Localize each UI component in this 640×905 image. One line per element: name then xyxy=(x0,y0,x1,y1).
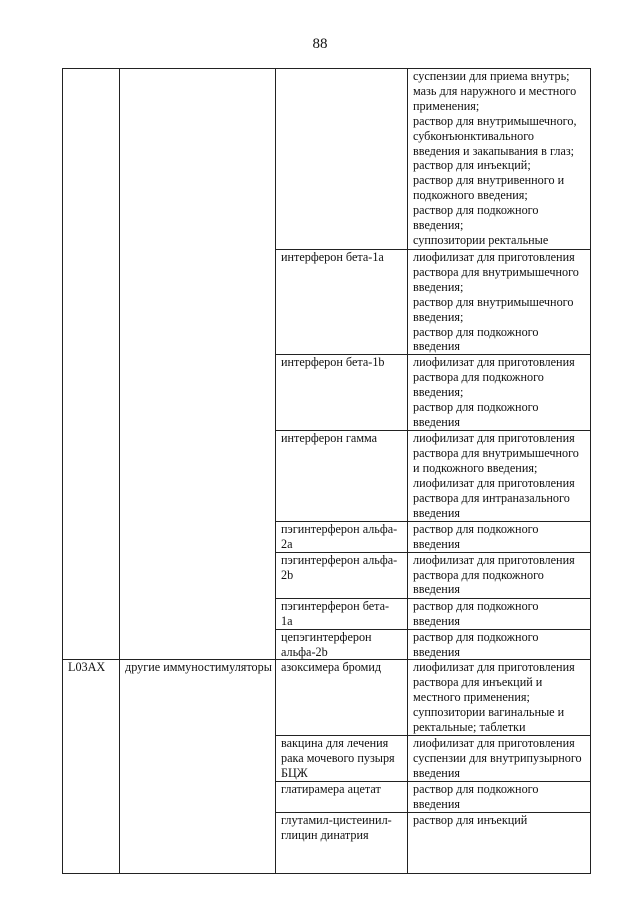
dosage-form-line: раствор для подкожного xyxy=(413,598,539,613)
drug-name-line: глатирамера ацетат xyxy=(281,782,381,797)
dosage-form-line: подкожного введения; xyxy=(413,188,528,203)
drug-name-cell xyxy=(276,69,408,250)
dosage-form-line: введения xyxy=(413,613,460,628)
drug-name-line: 1a xyxy=(281,613,293,628)
dosage-form-line: введения и закапывания в глаз; xyxy=(413,143,575,158)
drug-name-cell xyxy=(276,552,408,598)
drug-name-line: пэгинтерферон альфа- xyxy=(281,521,398,536)
drug-name-line: 2b xyxy=(281,567,294,582)
dosage-form-line: лиофилизат для приготовления xyxy=(413,660,575,675)
drug-name-line: азоксимера бромид xyxy=(281,660,382,675)
dosage-form-line: мазь для наружного и местного xyxy=(413,83,577,98)
dosage-form-line: введения xyxy=(413,339,460,354)
dosage-form-line: раствора для подкожного xyxy=(413,567,544,582)
dosage-forms-cell xyxy=(408,736,591,782)
dosage-form-line: раствор для подкожного xyxy=(413,324,539,339)
dosage-form-line: введения xyxy=(413,582,460,597)
dosage-form-line: введения; xyxy=(413,385,464,400)
dosage-forms-cell xyxy=(408,431,591,521)
dosage-form-line: введения xyxy=(413,505,460,520)
dosage-form-line: применения; xyxy=(413,98,480,113)
drug-table xyxy=(62,68,591,874)
dosage-forms-cell xyxy=(408,629,591,660)
dosage-forms-cell xyxy=(408,813,591,874)
dosage-form-line: введения xyxy=(413,536,460,551)
drug-name-line: интерферон бета-1b xyxy=(281,355,385,370)
dosage-form-line: раствора для интраназального xyxy=(413,490,570,505)
dosage-form-line: лиофилизат для приготовления xyxy=(413,476,575,491)
dosage-form-line: раствора для внутримышечного xyxy=(413,446,579,461)
dosage-form-line: введения; xyxy=(413,309,464,324)
dosage-form-line: введения; xyxy=(413,279,464,294)
drug-name-cell xyxy=(276,598,408,629)
dosage-form-line: раствора для подкожного xyxy=(413,370,544,385)
drug-name-line: глицин динатрия xyxy=(281,828,369,843)
dosage-form-line: раствор для подкожного xyxy=(413,521,539,536)
drug-name-line: глутамил-цистеинил- xyxy=(281,813,392,828)
dosage-form-line: ректальные; таблетки xyxy=(413,720,526,735)
dosage-form-line: лиофилизат для приготовления xyxy=(413,250,575,264)
pharmacological-group-cell: другие иммуностимуляторы xyxy=(120,660,276,874)
drug-name-cell xyxy=(276,521,408,552)
drug-name-cell xyxy=(276,782,408,813)
dosage-form-line: лиофилизат для приготовления xyxy=(413,355,575,370)
atc-code-cell xyxy=(63,69,120,660)
drug-name-cell xyxy=(276,629,408,660)
dosage-form-line: введения; xyxy=(413,218,464,233)
drug-name-line: цепэгинтерферон xyxy=(281,629,372,644)
dosage-forms-cell xyxy=(408,69,591,250)
drug-name-line: вакцина для лечения xyxy=(281,736,389,751)
drug-name-line: 2a xyxy=(281,536,293,551)
drug-name-cell xyxy=(276,813,408,874)
dosage-forms-cell xyxy=(408,250,591,355)
dosage-form-line: лиофилизат для приготовления xyxy=(413,552,575,567)
dosage-forms-cell xyxy=(408,660,591,736)
dosage-form-line: местного применения; xyxy=(413,690,530,705)
dosage-form-line: раствор для подкожного xyxy=(413,203,539,218)
pharmacological-group-cell xyxy=(120,69,276,660)
dosage-form-line: раствор для подкожного xyxy=(413,782,539,797)
drug-name-line: рака мочевого пузыря xyxy=(281,751,395,766)
drug-name-cell xyxy=(276,355,408,431)
dosage-form-line: суппозитории ректальные xyxy=(413,232,549,247)
dosage-form-line: раствор для внутривенного и xyxy=(413,173,565,188)
dosage-form-line: суппозитории вагинальные и xyxy=(413,705,565,720)
dosage-form-line: раствор для подкожного xyxy=(413,629,539,644)
drug-name-line: пэгинтерферон бета- xyxy=(281,598,390,613)
dosage-forms-cell xyxy=(408,521,591,552)
drug-name-line: интерферон бета-1a xyxy=(281,250,384,264)
dosage-form-line: и подкожного введения; xyxy=(413,461,538,476)
dosage-form-line: субконъюнктивального xyxy=(413,128,534,143)
table-row xyxy=(63,69,591,250)
drug-name-cell xyxy=(276,660,408,736)
dosage-form-line: введения xyxy=(413,644,460,659)
dosage-form-line: раствор для внутримышечного xyxy=(413,294,574,309)
table-row xyxy=(63,660,591,736)
dosage-form-line: раствор для инъекций xyxy=(413,813,528,828)
dosage-form-line: введения xyxy=(413,797,460,812)
drug-name-line: пэгинтерферон альфа- xyxy=(281,552,398,567)
drug-name-cell xyxy=(276,431,408,521)
dosage-form-line: раствора для внутримышечного xyxy=(413,264,579,279)
dosage-forms-cell xyxy=(408,598,591,629)
drug-name-cell xyxy=(276,736,408,782)
dosage-forms-cell xyxy=(408,552,591,598)
dosage-form-line: введения xyxy=(413,766,460,781)
dosage-form-line: раствор для внутримышечного, xyxy=(413,113,577,128)
dosage-form-line: раствора для инъекций и xyxy=(413,675,543,690)
drug-name-line: альфа-2b xyxy=(281,644,328,659)
drug-name-cell xyxy=(276,250,408,355)
drug-name-line: интерферон гамма xyxy=(281,431,378,446)
dosage-forms-cell xyxy=(408,782,591,813)
drug-name-line: БЦЖ xyxy=(281,766,308,781)
atc-code-cell: L03AX xyxy=(63,660,120,874)
dosage-form-line: суспензии для приема внутрь; xyxy=(413,69,570,83)
dosage-form-line: лиофилизат для приготовления xyxy=(413,736,575,751)
dosage-form-line: суспензии для внутрипузырного xyxy=(413,751,582,766)
dosage-form-line: раствор для подкожного xyxy=(413,400,539,415)
dosage-form-line: введения xyxy=(413,414,460,429)
page-number: 88 xyxy=(312,36,328,52)
dosage-form-line: лиофилизат для приготовления xyxy=(413,431,575,446)
dosage-form-line: раствор для инъекций; xyxy=(413,158,531,173)
dosage-forms-cell xyxy=(408,355,591,431)
